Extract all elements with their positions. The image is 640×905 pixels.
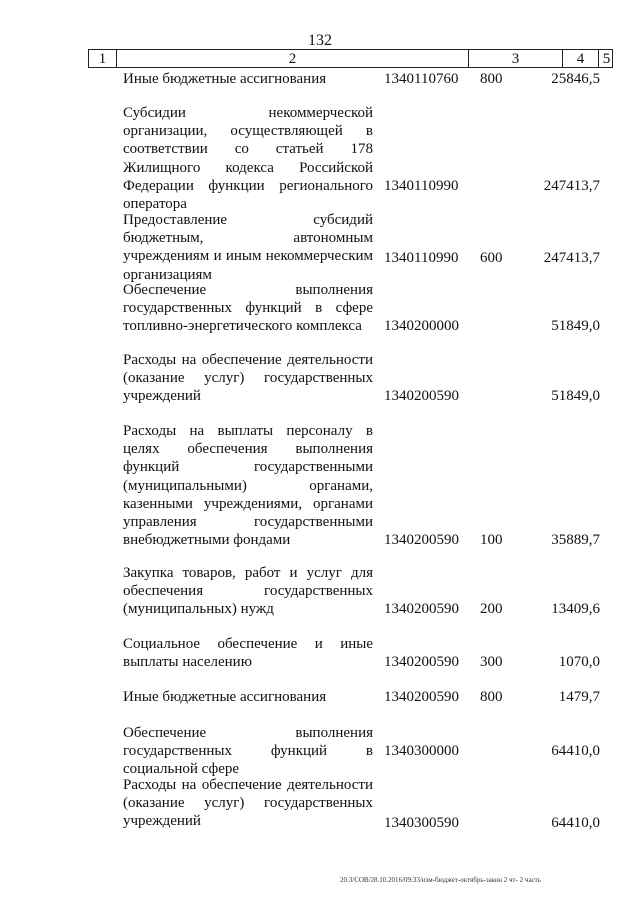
- row-amount: 247413,7: [543, 250, 600, 266]
- row-target-code: 1340200590: [384, 689, 459, 705]
- row-description: Обеспечение выполнения государственных функций в сфере топливно-энергетического комплекса: [123, 282, 373, 335]
- row-description: Расходы на обеспечение деятельности (оказание услуг) государственных учреждений: [123, 352, 373, 405]
- row-target-code: 1340200590: [384, 654, 459, 670]
- row-target-code: 1340200590: [384, 388, 459, 404]
- row-amount: 1070,0: [558, 654, 600, 670]
- document-footer-stamp: 20.3/СОВ/28.10.2016/09:33/изм-бюджет-октябрь-закон 2 чт- 2 часть: [340, 876, 541, 884]
- row-expense-type: 200: [480, 601, 503, 617]
- row-amount: 247413,7: [543, 178, 600, 194]
- row-description: Предоставление субсидий бюджетным, автономным учреждениям и иным некоммерческим организациям: [123, 212, 373, 283]
- row-description: Расходы на обеспечение деятельности (оказание услуг) государственных учреждений: [123, 777, 373, 830]
- row-amount: 25846,5: [551, 71, 600, 87]
- row-target-code: 1340110990: [384, 250, 459, 266]
- row-target-code: 1340200590: [384, 532, 459, 548]
- row-description: Расходы на выплаты персоналу в целях обеспечения выполнения функций государственными (муниципальными) органами, казенными учреждениями, органами управления государственными внебюджетными фондами: [123, 423, 373, 549]
- row-expense-type: 100: [480, 532, 503, 548]
- row-description: Обеспечение выполнения государственных функций в социальной сфере: [123, 725, 373, 778]
- header-col-4: 4: [563, 50, 599, 67]
- row-amount: 1479,7: [558, 689, 600, 705]
- row-amount: 13409,6: [551, 601, 600, 617]
- page-number: 132: [308, 32, 332, 49]
- row-target-code: 1340200590: [384, 601, 459, 617]
- table-header: [88, 49, 613, 68]
- row-description: Социальное обеспечение и иные выплаты населению: [123, 636, 373, 671]
- row-amount: 64410,0: [551, 815, 600, 831]
- row-amount: 35889,7: [551, 532, 600, 548]
- row-amount: 51849,0: [551, 318, 600, 334]
- row-expense-type: 800: [480, 71, 503, 87]
- row-description: Иные бюджетные ассигнования: [123, 689, 327, 705]
- row-description: Субсидии некоммерческой организации, осуществляющей в соответствии со статьей 178 Жилищного кодекса Российской Федерации функции регионального оператора: [123, 105, 373, 213]
- header-col-1: 1: [89, 50, 117, 67]
- row-expense-type: 300: [480, 654, 503, 670]
- row-expense-type: 600: [480, 250, 503, 266]
- row-target-code: 1340110990: [384, 178, 459, 194]
- row-target-code: 1340200000: [384, 318, 459, 334]
- row-amount: 51849,0: [551, 388, 600, 404]
- row-target-code: 1340300000: [384, 743, 459, 759]
- row-description: Иные бюджетные ассигнования: [123, 71, 327, 87]
- header-col-3: 3: [469, 50, 563, 67]
- row-target-code: 1340110760: [384, 71, 459, 87]
- row-amount: 64410,0: [551, 743, 600, 759]
- header-col-2: 2: [117, 50, 469, 67]
- row-description: Закупка товаров, работ и услуг для обеспечения государственных (муниципальных) нужд: [123, 565, 373, 618]
- row-target-code: 1340300590: [384, 815, 459, 831]
- header-col-5: 5: [602, 51, 611, 67]
- row-expense-type: 800: [480, 689, 503, 705]
